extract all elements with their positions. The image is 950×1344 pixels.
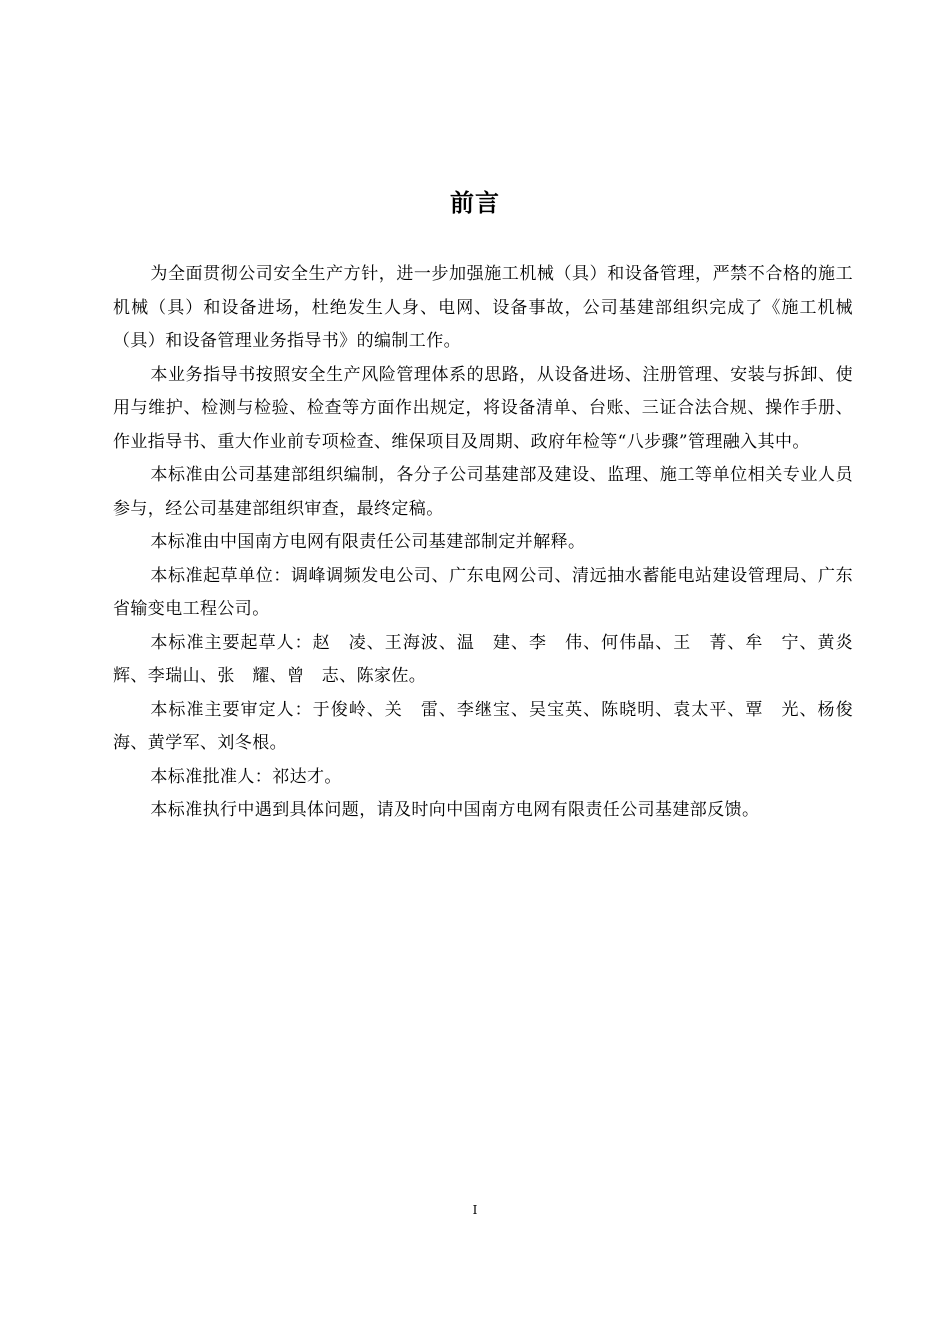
paragraph-approver: 本标准批准人：祁达才。 [150,766,342,787]
paragraph-main-drafters: 本标准主要起草人：赵 凌、王海波、温 建、李 伟、何伟晶、王 菁、牟 宁、黄炎辉、李瑞山、张 耀、曾 志、陈家佐。 [113,632,853,686]
paragraph-compilation: 本标准由公司基建部组织编制，各分子公司基建部及建设、监理、施工等单位相关专业人员参与，经公司基建部组织审查，最终定稿。 [113,465,853,519]
preface-body [113,258,853,828]
page-number: I [472,1203,478,1217]
paragraph-approach: 本业务指导书按照安全生产风险管理体系的思路，从设备进场、注册管理、安装与拆卸、使用与维护、检测与检验、检查等方面作出规定，将设备清单、台账、三证合法合规、操作手册、作业指导书、重大作业前专项检查、维保项目及周期、政府年检等“八步骤”管理融入其中。 [113,364,853,452]
paragraph-feedback: 本标准执行中遇到具体问题，请及时向中国南方电网有限责任公司基建部反馈。 [150,800,760,820]
paragraph-main-reviewers: 本标准主要审定人：于俊岭、关 雷、李继宝、吴宝英、陈晓明、袁太平、覃 光、杨俊海、黄学军、刘冬根。 [113,699,853,753]
paragraph-drafting-units: 本标准起草单位：调峰调频发电公司、广东电网公司、清远抽水蓄能电站建设管理局、广东省输变电工程公司。 [113,565,853,619]
paragraph-purpose: 为全面贯彻公司安全生产方针，进一步加强施工机械（具）和设备管理，严禁不合格的施工机械（具）和设备进场，杜绝发生人身、电网、设备事故，公司基建部组织完成了《施工机械（具）和设备管理业务指导书》的编制工作。 [113,264,853,351]
page-title: 前言 [450,189,500,217]
paragraph-interpretation: 本标准由中国南方电网有限责任公司基建部制定并解释。 [150,532,586,552]
